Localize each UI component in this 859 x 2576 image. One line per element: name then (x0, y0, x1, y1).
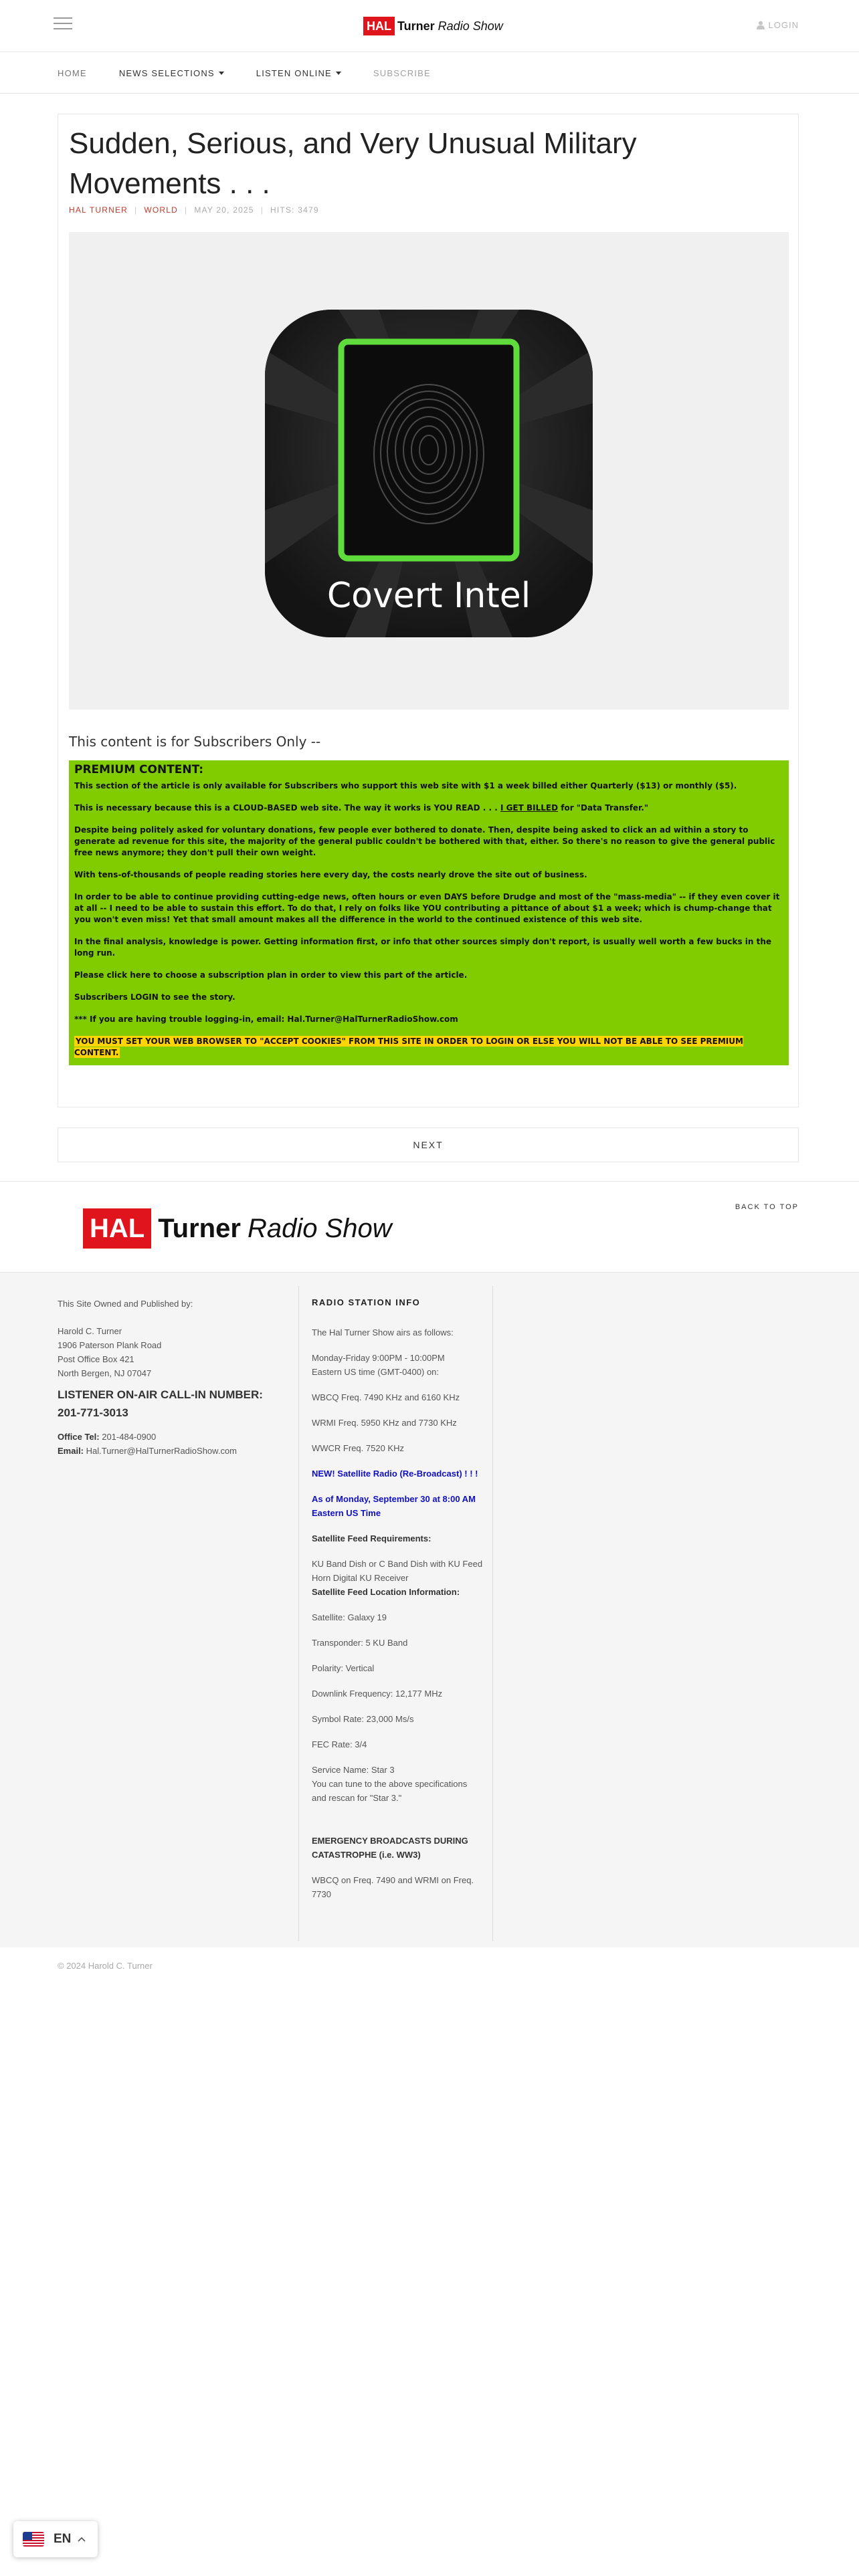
radio-airs: The Hal Turner Show airs as follows: (312, 1327, 454, 1337)
chevron-down-icon (219, 72, 224, 75)
logo-radio-show: Radio Show (438, 19, 503, 33)
premium-paragraph: *** If you are having trouble logging-in, email: Hal.Turner@HalTurnerRadioShow.com (74, 1014, 458, 1024)
service-line: You can tune to the above specifications and rescan for "Star 3." (312, 1779, 468, 1803)
next-label: NEXT (413, 1140, 444, 1150)
satellite-transponder: Transponder: 5 KU Band (312, 1638, 408, 1648)
premium-paragraph: With tens-of-thousands of people reading stories here every day, the costs nearly drove the site out of business. (74, 870, 587, 879)
article-hits: HITS: 3479 (270, 205, 319, 215)
office-tel (58, 1430, 285, 1444)
callin-label: LISTENER ON-AIR CALL-IN NUMBER: (58, 1388, 263, 1401)
schedule-line: Monday-Friday 9:00PM - 10:00PM (312, 1353, 445, 1363)
subscribers-only-notice: This content is for Subscribers Only -- (69, 734, 321, 750)
article-author[interactable]: HAL TURNER (69, 205, 128, 215)
radio-station-info (312, 1295, 483, 1913)
owner-name: Harold C. Turner (58, 1326, 122, 1336)
footer-brand-bar (0, 1181, 859, 1272)
premium-paragraph (74, 802, 783, 814)
office-tel-value: 201-484-0900 (99, 1432, 157, 1442)
satellite-service (312, 1763, 483, 1805)
cookie-warning (74, 1036, 783, 1059)
nav-news-selections-label: NEWS SELECTIONS (118, 68, 215, 78)
footer-logo-radio-show: Radio Show (247, 1213, 392, 1243)
callin-number: 201-771-3013 (58, 1406, 128, 1419)
satellite-name: Satellite: Galaxy 19 (312, 1612, 387, 1622)
radio-heading: RADIO STATION INFO (312, 1297, 421, 1307)
article-category[interactable]: WORLD (144, 205, 179, 215)
meta-separator: | (185, 205, 188, 215)
premium-paragraph: This section of the article is only available for Subscribers who support this web site with $1 a week billed either Quarterly ($13) or monthly ($5). (74, 781, 737, 790)
email-value[interactable]: Hal.Turner@HalTurnerRadioShow.com (84, 1446, 237, 1456)
radio-schedule (312, 1351, 483, 1379)
logo-turner: Turner (397, 19, 435, 33)
premium-heading: PREMIUM CONTENT: (74, 763, 204, 776)
nav-listen-online-label: LISTEN ONLINE (256, 68, 332, 78)
meta-separator: | (134, 205, 138, 215)
satellite-as-of: As of Monday, September 30 at 8:00 AM Eastern US Time (312, 1494, 476, 1518)
satellite-req: KU Band Dish or C Band Dish with KU Feed Horn Digital KU Receiver (312, 1559, 483, 1583)
premium-paragraph: Despite being politely asked for voluntary donations, few people ever bothered to donate. Then, despite being asked to click an ad within a story to generate ad revenue for this site, the majority of the general public couldn't be bothered with that, either. So there's no reason to give the general public free news anymore; they don't pull their own weight. (74, 825, 775, 857)
owner-address-line: North Bergen, NJ 07047 (58, 1368, 152, 1378)
article-meta (69, 205, 319, 215)
satellite-polarity: Polarity: Vertical (312, 1663, 375, 1673)
footer-logo-hal: HAL (83, 1208, 151, 1249)
main-nav (0, 52, 859, 94)
user-icon (757, 21, 765, 29)
owner-email (58, 1444, 285, 1458)
premium-paragraph (74, 970, 783, 981)
hamburger-icon[interactable] (54, 17, 72, 32)
owner-info (58, 1297, 285, 1458)
schedule-line: Eastern US time (GMT-0400) on: (312, 1367, 440, 1377)
premium-content-box (69, 760, 789, 1065)
nav-news-selections[interactable] (119, 68, 224, 78)
site-logo[interactable] (363, 16, 503, 36)
premium-text: for "Data Transfer." (558, 803, 649, 813)
login-link[interactable] (757, 20, 799, 30)
subscribe-link[interactable]: click here (106, 970, 151, 980)
us-flag-icon (23, 2532, 44, 2547)
premium-text-underlined: I GET BILLED (500, 803, 559, 813)
footer-logo[interactable] (83, 1208, 392, 1249)
article-date: MAY 20, 2025 (194, 205, 254, 215)
nav-listen-online[interactable] (256, 68, 341, 78)
fingerprint-icon (265, 310, 593, 637)
satellite-symbol-rate: Symbol Rate: 23,000 Ms/s (312, 1714, 414, 1724)
copyright: © 2024 Harold C. Turner (58, 1961, 153, 1971)
satellite-req-heading: Satellite Feed Requirements: (312, 1533, 432, 1543)
nav-subscribe-label: SUBSCRIBE (373, 68, 431, 78)
emergency-text: WBCQ on Freq. 7490 and WRMI on Freq. 7730 (312, 1875, 474, 1899)
owner-intro: This Site Owned and Published by: (58, 1299, 193, 1309)
meta-separator: | (260, 205, 264, 215)
owner-address-line: Post Office Box 421 (58, 1354, 134, 1364)
logo-hal: HAL (363, 17, 395, 35)
premium-paragraph: In order to be able to continue providing cutting-edge news, often hours or even DAYS before Drudge and most of the "mass-media" -- if they even cover it at all -- I need to be able to sustain this effort. To do that, I rely on folks like YOU contributing a pittance of about $1 a week; which is chump-change that you won't even miss! Yet that small amount makes all the difference in the world to the continued existence of this web site. (74, 892, 780, 924)
article-card (58, 114, 799, 1107)
satellite-loc-heading: Satellite Feed Location Information: (312, 1587, 460, 1597)
footer-divider (298, 1286, 299, 1941)
email-label: Email: (58, 1446, 84, 1456)
covert-intel-logo (265, 310, 593, 637)
language-label: EN (54, 2532, 72, 2546)
site-header (0, 0, 859, 52)
premium-text: This is necessary because this is a CLOUD-BASED web site. The way it works is YOU READ . . . (74, 803, 500, 813)
hero-caption: Covert Intel (326, 576, 531, 616)
article-hero-image (69, 232, 789, 710)
article-title: Sudden, Serious, and Very Unusual Military Movements . . . (69, 127, 637, 200)
radio-wbcq: WBCQ Freq. 7490 KHz and 6160 KHz (312, 1392, 460, 1402)
radio-wwcr: WWCR Freq. 7520 KHz (312, 1443, 404, 1453)
satellite-downlink: Downlink Frequency: 12,177 MHz (312, 1689, 443, 1699)
chevron-down-icon (336, 72, 341, 75)
back-to-top-link[interactable]: BACK TO TOP (735, 1203, 799, 1211)
footer-logo-turner: Turner (158, 1213, 241, 1243)
cookie-warning-text: YOU MUST SET YOUR WEB BROWSER TO "ACCEPT COOKIES" FROM THIS SITE IN ORDER TO LOGIN OR ELSE YOU WILL NOT BE ABLE TO SEE PREMIUM CONTENT. (74, 1037, 743, 1057)
premium-text: Please (74, 970, 107, 980)
premium-text: to choose a subscription plan in order to view this part of the article. (150, 970, 468, 980)
satellite-fec: FEC Rate: 3/4 (312, 1739, 367, 1749)
office-tel-label: Office Tel: (58, 1432, 100, 1442)
radio-wrmi: WRMI Freq. 5950 KHz and 7730 KHz (312, 1418, 457, 1428)
next-article-button[interactable] (58, 1128, 799, 1162)
owner-address-line: 1906 Paterson Plank Road (58, 1340, 162, 1350)
footer-info (0, 1272, 859, 1947)
nav-subscribe[interactable] (373, 68, 431, 78)
login-label: LOGIN (768, 20, 799, 30)
chevron-up-icon (78, 2537, 86, 2542)
nav-home[interactable] (58, 68, 87, 78)
nav-home-label: HOME (58, 68, 87, 78)
premium-paragraph: Subscribers LOGIN to see the story. (74, 992, 235, 1002)
satellite-new: NEW! Satellite Radio (Re-Broadcast) ! ! ! (312, 1469, 478, 1479)
service-line: Service Name: Star 3 (312, 1765, 395, 1775)
language-switcher[interactable] (13, 2521, 98, 2557)
premium-paragraph: In the final analysis, knowledge is power. Getting information first, or info that other sources simply don't report, is usually well worth a few bucks in the long run. (74, 937, 772, 958)
emergency-heading: EMERGENCY BROADCASTS DURING CATASTROPHE (i.e. WW3) (312, 1836, 468, 1860)
footer-divider (492, 1286, 493, 1941)
